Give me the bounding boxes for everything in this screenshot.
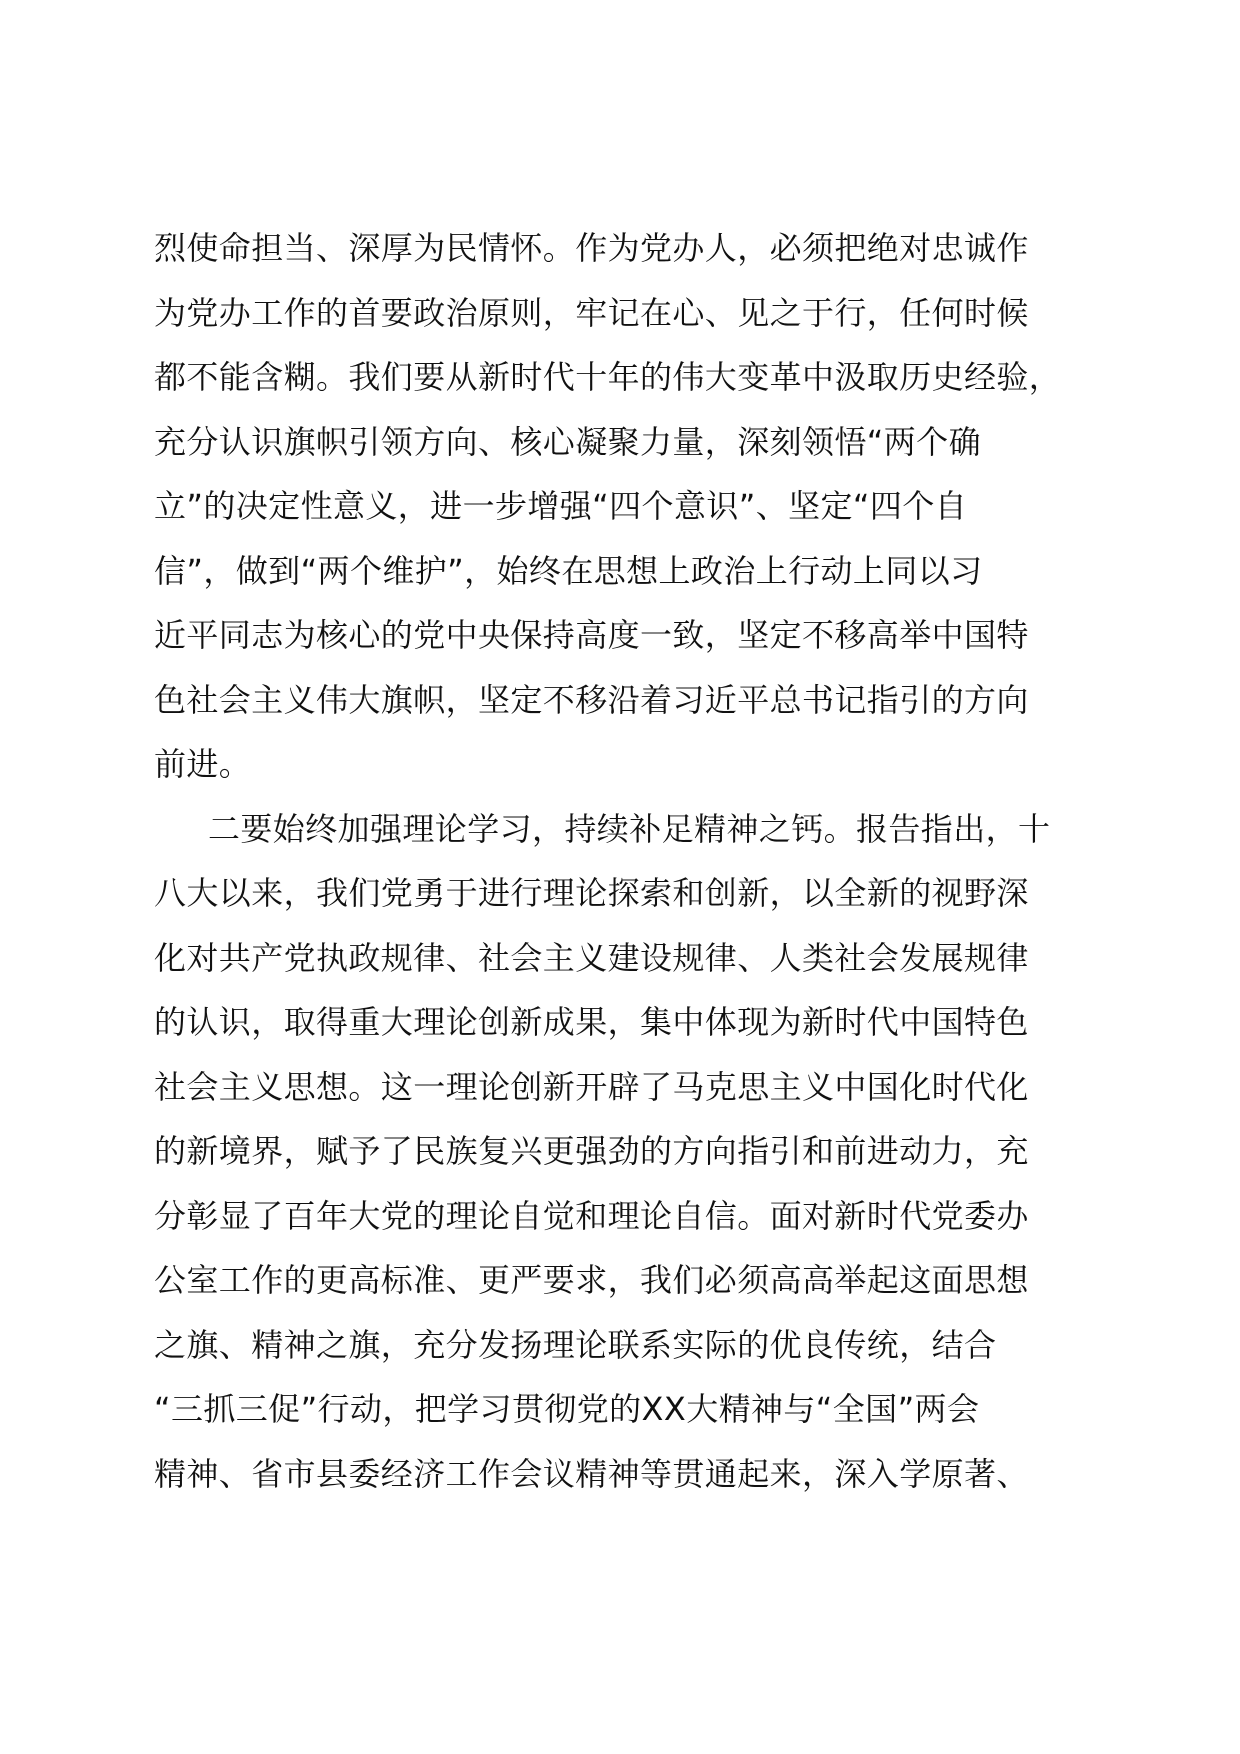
text-line: 都不能含糊。我们要从新时代十年的伟大变革中汲取历史经验， [154, 358, 1062, 396]
text-line: 社会主义思想。这一理论创新开辟了马克思主义中国化时代化 [154, 1067, 1029, 1106]
text-line: “三抓三促”行动，把学习贯彻党的XX大精神与“全国”两会 [154, 1390, 980, 1428]
text-line: 为党办工作的首要政治原则，牢记在心、见之于行，任何时候 [154, 293, 1029, 332]
text-line: 精神、省市县委经济工作会议精神等贯通起来，深入学原著、 [154, 1454, 1029, 1493]
text-line: 烈使命担当、深厚为民情怀。作为党办人，必须把绝对忠诚作 [154, 229, 1029, 267]
paragraph-start-line: 二要始终加强理论学习，持续补足精神之钙。报告指出，十 [208, 809, 1051, 848]
text-line: 前进。 [154, 745, 252, 783]
text-line: 化对共产党执政规律、社会主义建设规律、人类社会发展规律 [154, 938, 1029, 977]
text-line: 信”，做到“两个维护”，始终在思想上政治上行动上同以习 [154, 551, 983, 590]
text-line: 公室工作的更高标准、更严要求，我们必须高高举起这面思想 [154, 1261, 1029, 1299]
text-line: 近平同志为核心的党中央保持高度一致，坚定不移高举中国特 [154, 616, 1029, 654]
text-line: 色社会主义伟大旗帜，坚定不移沿着习近平总书记指引的方向 [154, 680, 1029, 719]
text-line: 立”的决定性意义，进一步增强“四个意识”、坚定“四个自 [154, 487, 968, 525]
body-text [154, 216, 1094, 1506]
text-line: 的新境界，赋予了民族复兴更强劲的方向指引和前进动力，充 [154, 1132, 1029, 1170]
text-line: 充分认识旗帜引领方向、核心凝聚力量，深刻领悟“两个确 [154, 422, 981, 461]
text-line: 的认识，取得重大理论创新成果，集中体现为新时代中国特色 [154, 1003, 1029, 1041]
text-line: 之旗、精神之旗，充分发扬理论联系实际的优良传统，结合 [154, 1325, 997, 1364]
text-line: 分彰显了百年大党的理论自觉和理论自信。面对新时代党委办 [154, 1196, 1029, 1235]
text-line: 八大以来，我们党勇于进行理论探索和创新，以全新的视野深 [154, 874, 1029, 912]
